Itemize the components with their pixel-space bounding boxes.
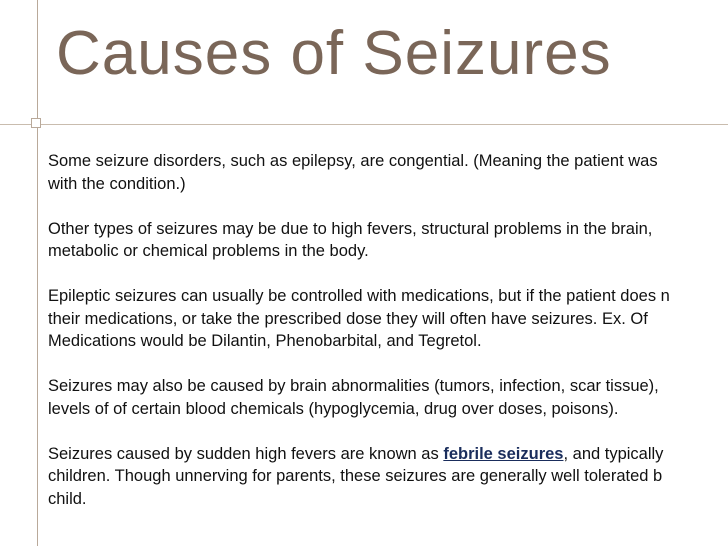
horizontal-accent-rule — [0, 124, 728, 125]
febrile-seizures-link[interactable]: febrile seizures — [443, 444, 564, 463]
body-line: with the condition.) — [48, 174, 186, 193]
body-line: Epileptic seizures can usually be controlled with medications, but if the patient does n — [48, 287, 670, 305]
vertical-accent-rule — [37, 0, 38, 546]
body-line: Other types of seizures may be due to high fevers, structural problems in the brain, — [48, 219, 653, 238]
body-line: their medications, or take the prescribed dose they will often have seizures. Ex. Of — [48, 309, 648, 328]
slide-body — [48, 150, 728, 510]
body-text-segment: , and typically — [563, 444, 664, 463]
body-line: children. Though unnerving for parents, these seizures are generally well tolerated b — [48, 467, 663, 485]
body-line: levels of of certain blood chemicals (hypoglycemia, drug over doses, poisons). — [48, 399, 619, 418]
body-line: Some seizure disorders, such as epilepsy, are congential. (Meaning the patient was — [48, 152, 658, 170]
paragraph-epileptic — [48, 285, 728, 353]
paragraph-congenital — [48, 150, 728, 195]
body-text-segment: Seizures caused by sudden high fevers are known as — [48, 444, 444, 463]
body-line: metabolic or chemical problems in the body. — [48, 242, 369, 260]
slide-title: Causes of Seizures — [56, 19, 612, 88]
body-line: Seizures may also be caused by brain abnormalities (tumors, infection, scar tissue), — [48, 377, 659, 395]
body-line: Medications would be Dilantin, Phenobarbital, and Tegretol. — [48, 332, 482, 350]
body-line-with-term — [48, 443, 728, 466]
paragraph-abnormalities — [48, 375, 728, 420]
paragraph-febrile — [48, 443, 728, 511]
paragraph-other-types — [48, 218, 728, 263]
body-line: child. — [48, 489, 87, 508]
accent-square-icon — [31, 118, 41, 128]
